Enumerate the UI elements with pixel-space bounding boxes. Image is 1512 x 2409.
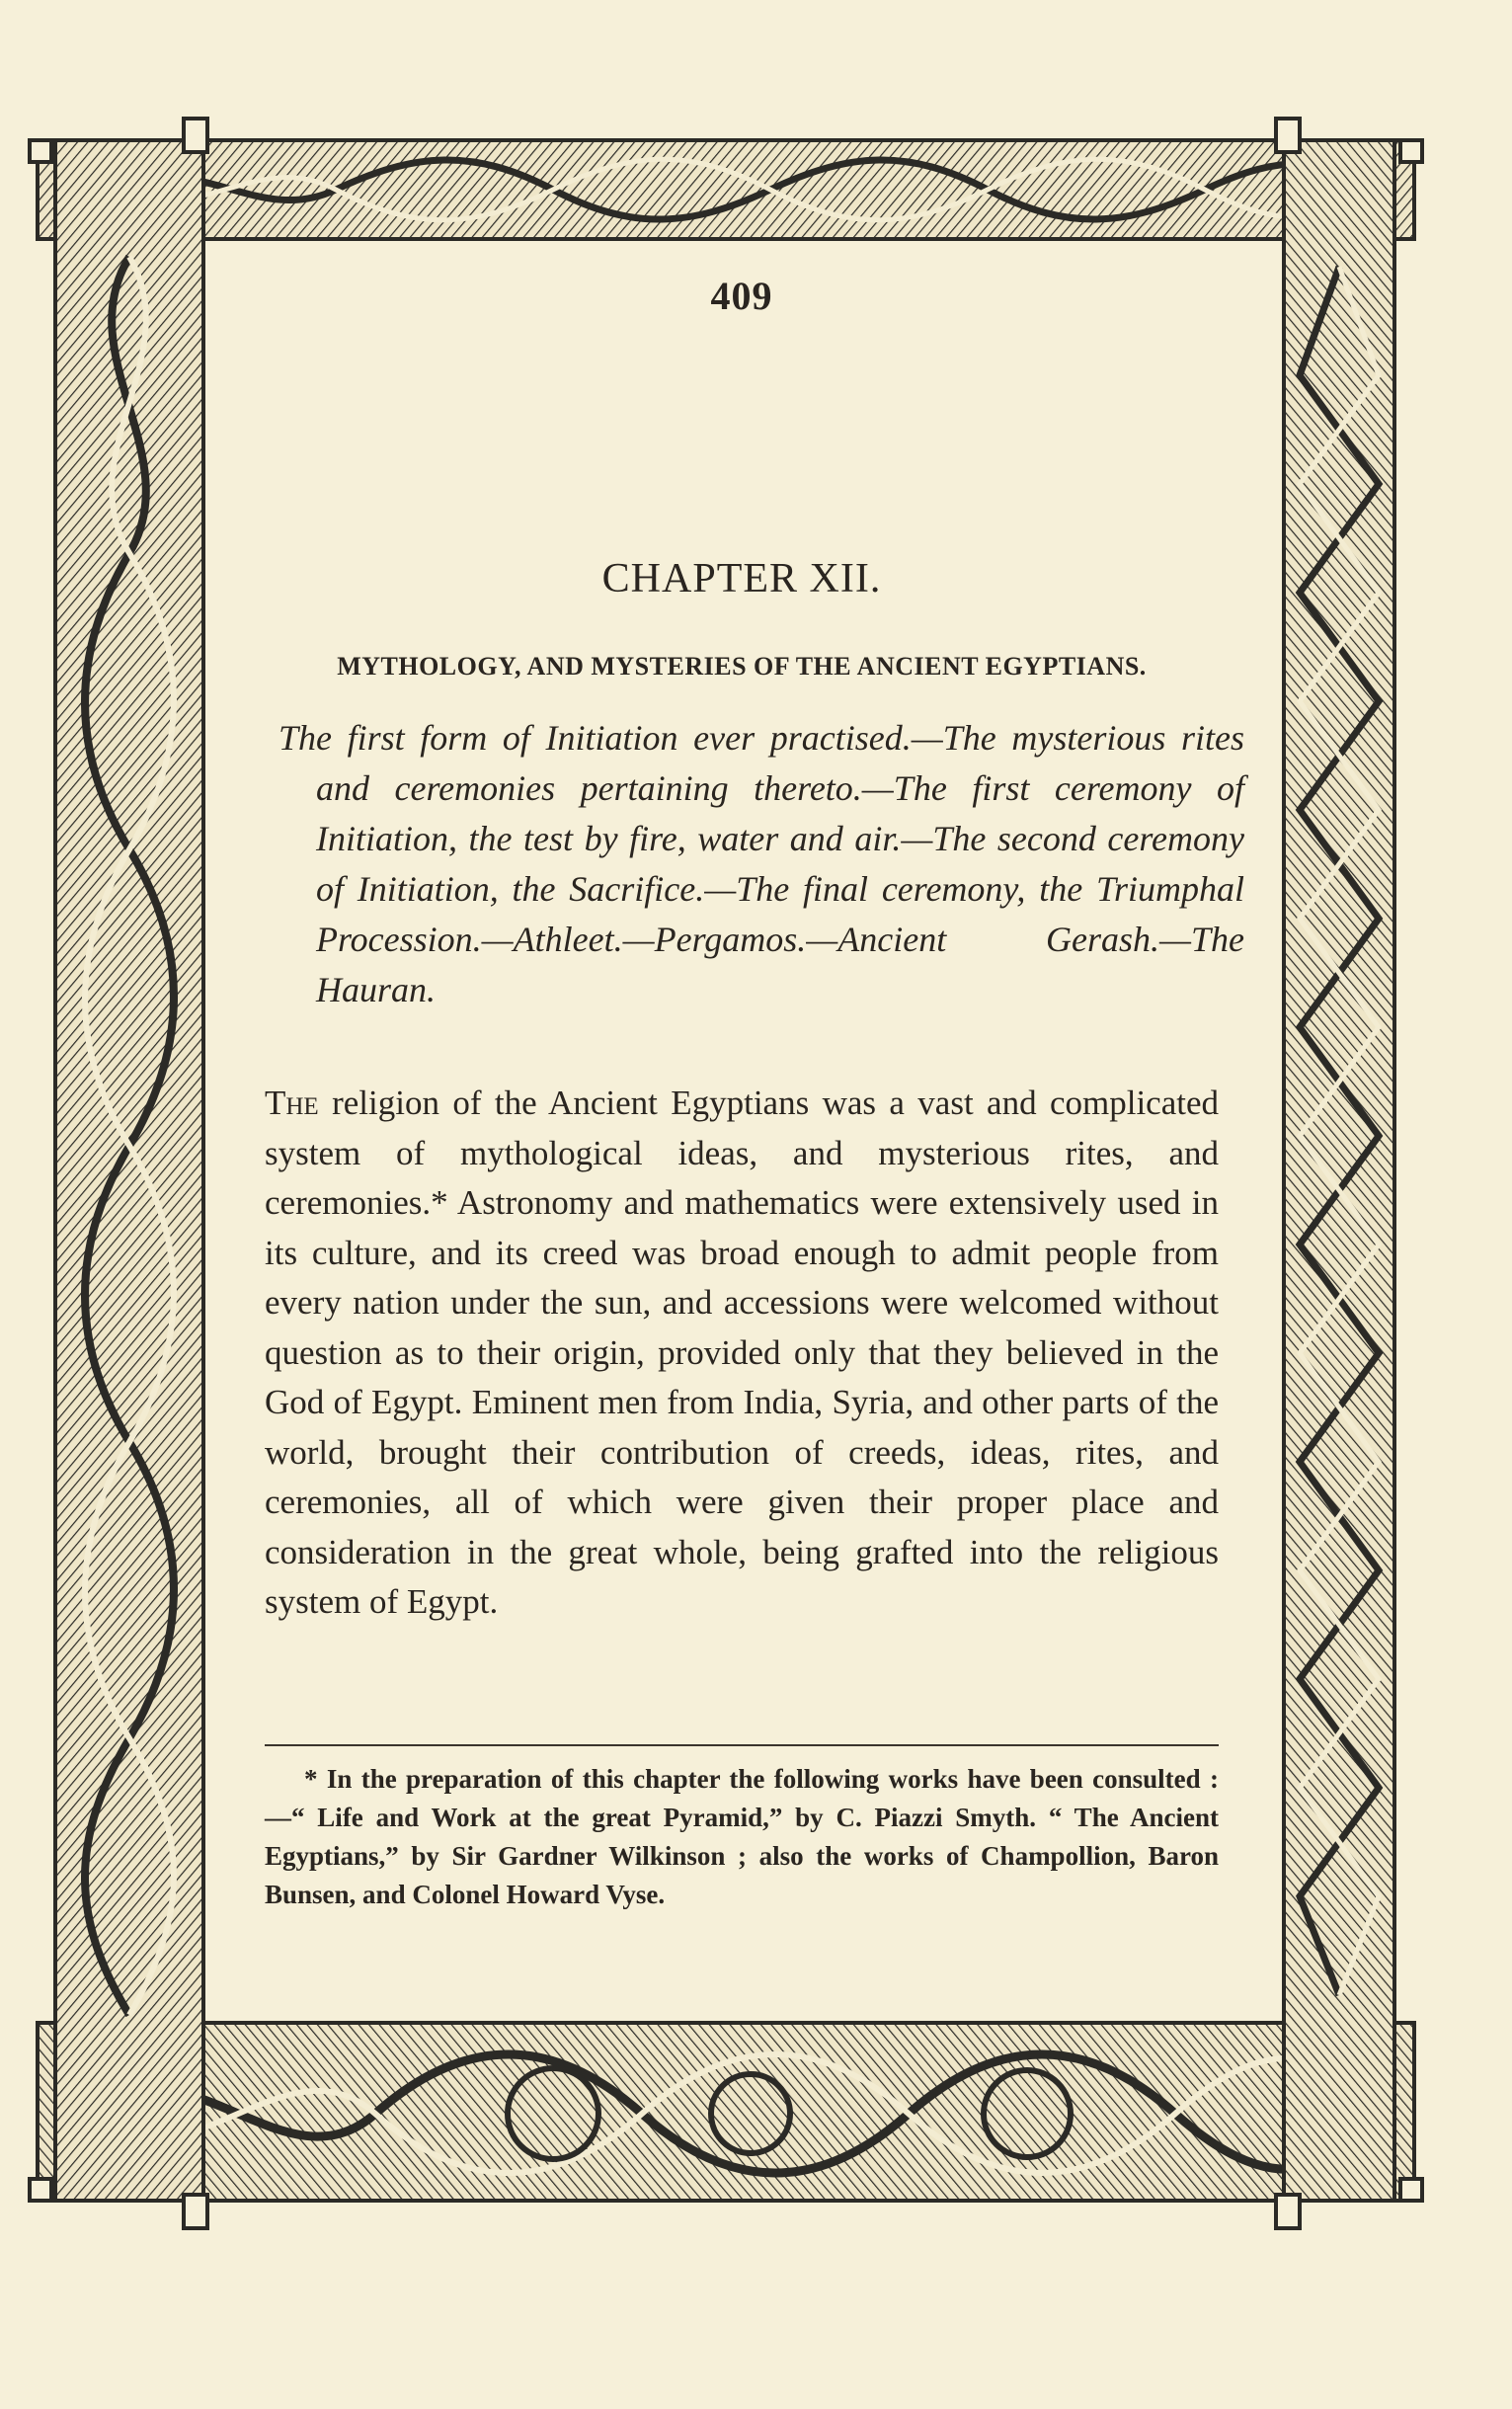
page-number: 409 <box>710 274 773 318</box>
chapter-synopsis: The first form of Initiation ever practised.—The mysterious rites and ceremonies pertaining thereto.—The first ceremony of Initiation, the test by fire, water and air.—The second ceremony of Initiation, the Sacrifice.—The final ceremony, the Triumphal Procession.—Athleet.—Pergamos.—Ancient Gerash.—The Hauran. <box>279 718 1244 1009</box>
chapter-title: CHAPTER XII. <box>601 556 882 602</box>
body-paragraph <box>265 1079 1219 1628</box>
bottom-border-band <box>38 2023 1414 2201</box>
footnote: * In the preparation of this chapter the following works have been consulted :—“ Life and Work at the great Pyramid,” by C. Piazzi Smyth. “ The Ancient Egyptians,” by Sir Gardner Wilkinson ; also the works of Champollion, Baron Bunsen, and Colonel Howard Vyse. <box>265 1764 1219 1909</box>
body-lead-word: The <box>265 1084 319 1122</box>
text-area <box>265 249 1244 1948</box>
body-paragraph-text: religion of the Ancient Egyptians was a vast and complicated system of mythological ideas, and mysterious rites, and ceremonies.* Astronomy and mathematics were extensively used in its culture, and its creed was broad enough to admit people from every nation under the sun, and accessions were welcomed without question as to their origin, provided only that they believed in the God of Egypt. Eminent men from India, Syria, and other parts of the world, brought their contribution of creeds, ideas, rites, and ceremonies, all of which were given their proper place and consideration in the great whole, being grafted into the religious system of Egypt. <box>265 1084 1219 1621</box>
right-border-band <box>1284 140 1394 2201</box>
chapter-subtitle: MYTHOLOGY, AND MYSTERIES OF THE ANCIENT EGYPTIANS. <box>337 652 1147 681</box>
left-border-band <box>55 140 203 2201</box>
top-border-band <box>38 140 1414 239</box>
footnote-divider <box>265 1744 1219 1746</box>
